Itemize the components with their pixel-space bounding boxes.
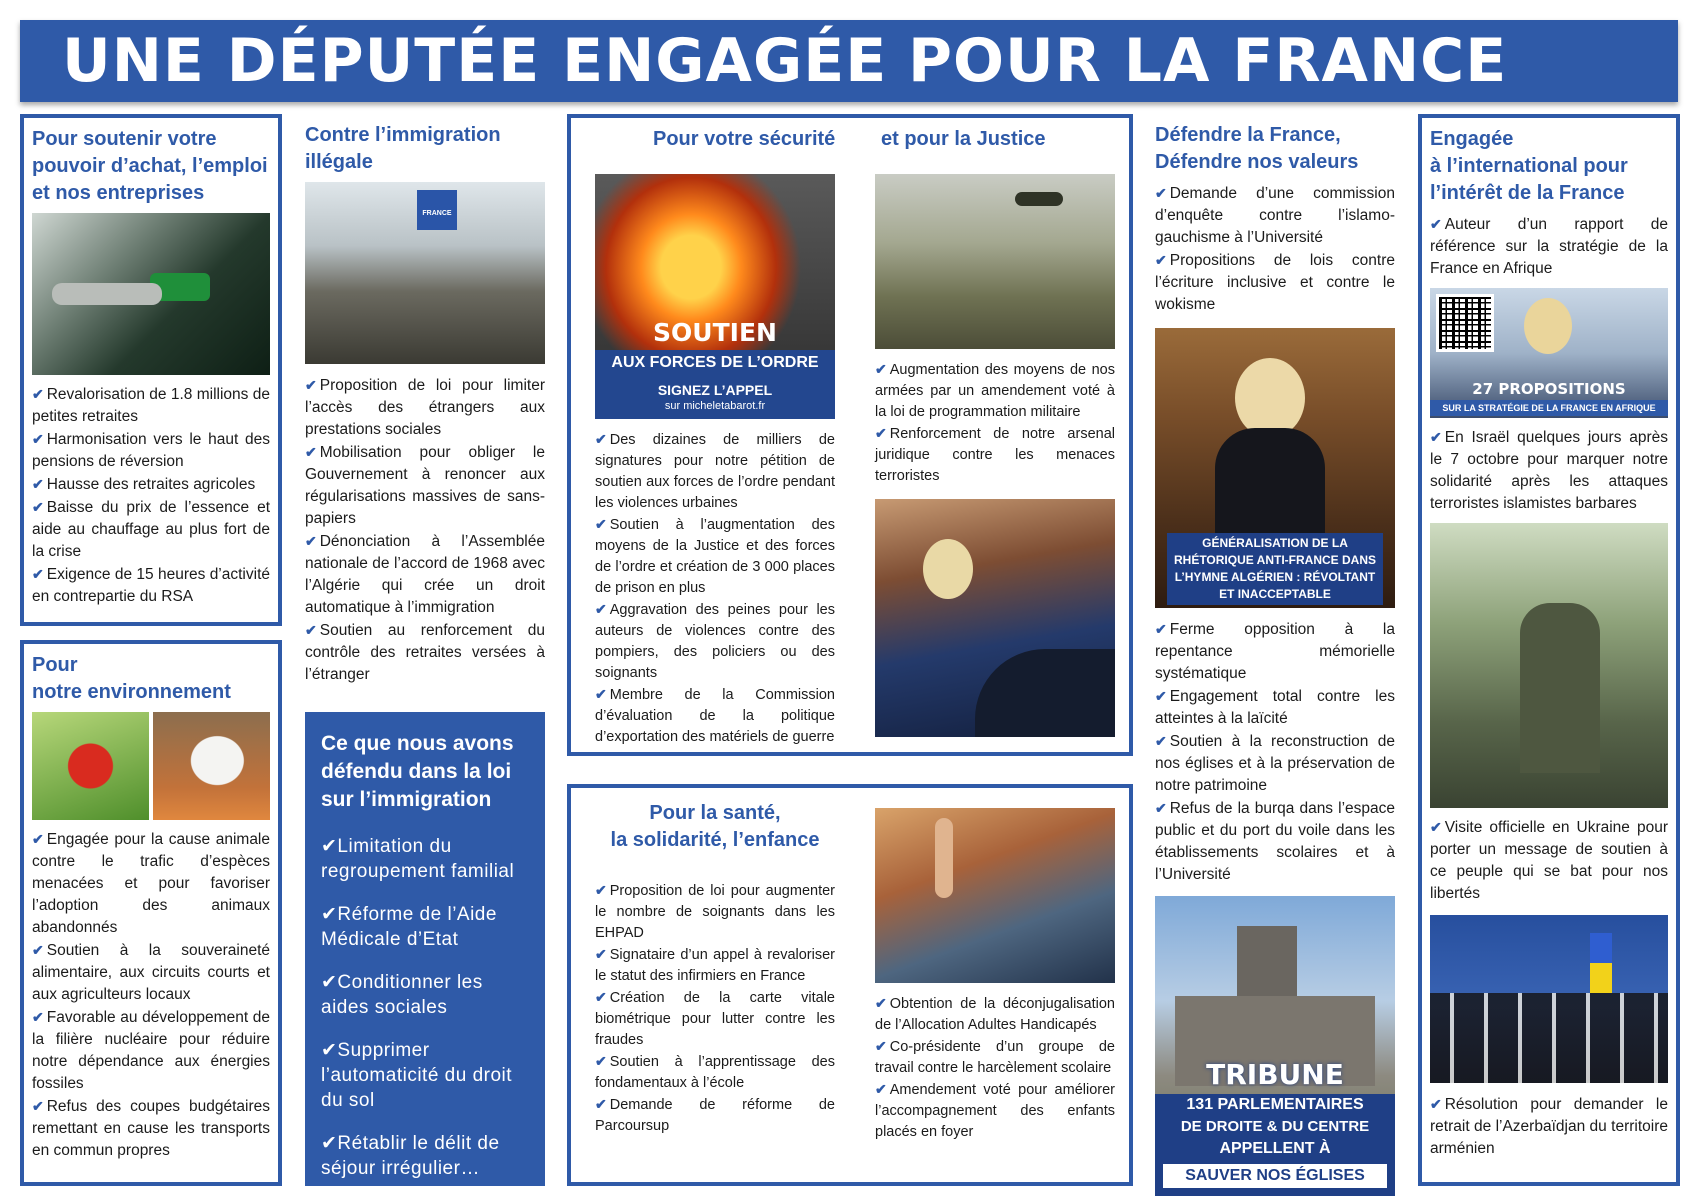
photo-migrants-border — [305, 182, 545, 364]
pouvoir-list — [32, 383, 270, 608]
check-icon: ✔ — [32, 476, 44, 492]
check-icon: ✔ — [32, 499, 44, 515]
list-item: ✔ Revalorisation de 1.8 millions de petites retraites — [32, 386, 270, 425]
tribune-band — [1155, 1094, 1395, 1196]
check-icon: ✔ — [595, 989, 607, 1005]
person-shape — [1524, 298, 1572, 354]
photo-ceremony — [875, 499, 1115, 737]
list-item: ✔Rétablir le délit de séjour irrégulier… — [321, 1133, 500, 1179]
section-title: Pour soutenir votre pouvoir d’achat, l’emploi et nos entreprises — [32, 128, 268, 204]
photo-ukraine-visit — [1430, 915, 1668, 1083]
soldier-shape — [1520, 603, 1600, 773]
list-item: ✔Supprimer l’automaticité du droit du sol — [321, 1040, 513, 1111]
international-list-1 — [1430, 213, 1668, 280]
section-pouvoir-achat — [20, 114, 282, 626]
list-item: ✔ Des dizaines de milliers de signatures pour notre pétition de soutien aux forces de l’ordre pendant les violences urbaines — [595, 431, 835, 511]
international-list-2 — [1430, 426, 1668, 515]
check-icon: ✔ — [595, 1096, 607, 1112]
section-title: Pour notre environnement — [32, 654, 231, 703]
list-item: ✔ Co-présidente d’un groupe de travail contre le harcèlement scolaire — [875, 1038, 1115, 1076]
check-icon: ✔ — [595, 431, 607, 447]
poster-line3: SIGNEZ L’APPEL — [657, 382, 773, 398]
tribune-line4: APPELLENT À — [1219, 1140, 1331, 1157]
check-icon: ✔ — [595, 1053, 607, 1069]
section-title: Pour la santé, la solidarité, l’enfance — [610, 802, 820, 851]
international-list-4 — [1430, 1093, 1668, 1160]
tribune-line2: 131 PARLEMENTAIRES — [1186, 1096, 1364, 1113]
check-icon: ✔ — [1155, 185, 1167, 201]
enfance-list — [875, 993, 1115, 1143]
box-loi-immigration — [305, 712, 545, 1186]
photo-church — [1155, 896, 1395, 1196]
check-icon: ✔ — [1430, 1096, 1442, 1112]
photo-assemblee — [1155, 328, 1395, 608]
list-item: ✔Conditionner les aides sociales — [321, 972, 483, 1018]
check-icon: ✔ — [32, 386, 44, 402]
photo-riot-fire — [595, 174, 835, 419]
list-item: ✔ Proposition de loi pour limiter l’accès des étrangers aux prestations sociales — [305, 377, 545, 438]
justice-list — [875, 359, 1115, 487]
list-item: ✔ Visite officielle en Ukraine pour porter un message de soutien à ce peuple qui se bat pour nos libertés — [1430, 819, 1668, 902]
list-item: ✔ Harmonisation vers le haut des pensions de réversion — [32, 431, 270, 470]
check-icon: ✔ — [32, 431, 44, 447]
raised-hand-shape — [935, 818, 953, 898]
list-item: ✔ Hausse des retraites agricoles — [32, 476, 256, 493]
check-icon: ✔ — [1430, 819, 1442, 835]
photo-dog — [153, 712, 270, 820]
securite-list — [595, 429, 835, 748]
police-cap-shape — [975, 649, 1115, 737]
check-icon: ✔ — [305, 377, 317, 393]
person-shape — [923, 539, 973, 599]
check-icon: ✔ — [321, 1040, 338, 1061]
poster-line1: SOUTIEN — [653, 318, 777, 347]
check-icon: ✔ — [32, 1009, 44, 1025]
photo-ladybug — [32, 712, 149, 820]
list-item: ✔ Renforcement de notre arsenal juridique contre les menaces terroristes — [875, 425, 1115, 484]
poster-line4: sur micheletabarot.fr — [664, 400, 766, 412]
list-item: ✔ En Israël quelques jours après le 7 octobre pour marquer notre solidarité après les attaques terroristes islamistes barbares — [1430, 429, 1668, 512]
check-icon: ✔ — [875, 425, 887, 441]
person-shape — [1235, 358, 1305, 438]
check-icon: ✔ — [1155, 621, 1167, 637]
photo-classroom — [875, 808, 1115, 983]
international-list-3 — [1430, 816, 1668, 905]
check-icon: ✔ — [595, 686, 607, 702]
list-item: ✔ Aggravation des peines pour les auteurs de violences contre des pompiers, des policiers ou des soignants — [595, 601, 835, 681]
check-icon: ✔ — [875, 1038, 887, 1054]
list-item: ✔ Résolution pour demander le retrait de l’Azerbaïdjan du territoire arménien — [1430, 1096, 1668, 1157]
header-banner — [20, 20, 1678, 102]
list-item: ✔ Refus de la burqa dans l’espace public et du port du voile dans les établissements scolaires et à l’Université — [1155, 800, 1395, 883]
check-icon: ✔ — [32, 942, 44, 958]
banner-title-left: UNE DÉPUTÉE ENGAGÉE — [62, 26, 888, 96]
environnement-list — [32, 828, 270, 1162]
list-item: ✔ Engagement total contre les atteintes à la laïcité — [1155, 688, 1395, 727]
list-item: ✔ Création de la carte vitale biométrique pour lutter contre les fraudes — [595, 989, 835, 1048]
section-valeurs — [1155, 122, 1395, 1196]
poster-line2: AUX FORCES DE L’ORDRE — [611, 354, 819, 371]
ukraine-flag-shape — [1590, 933, 1612, 993]
check-icon: ✔ — [32, 566, 44, 582]
rapport-subtitle: SUR LA STRATÉGIE DE LA FRANCE EN AFRIQUE — [1430, 400, 1668, 416]
check-icon: ✔ — [321, 904, 338, 925]
check-icon: ✔ — [305, 444, 317, 460]
valeurs-list-top — [1155, 182, 1395, 316]
list-item: ✔ Membre de la Commission d’évaluation de la politique d’exportation des matériels de guerre — [595, 686, 835, 745]
poster-band — [595, 350, 835, 419]
list-item: ✔ Augmentation des moyens de nos armées par un amendement voté à la loi de programmation militaire — [875, 361, 1115, 420]
list-item: ✔ Demande d’une commission d’enquête contre l’islamo-gauchisme à l’Université — [1155, 185, 1395, 246]
check-icon: ✔ — [1155, 733, 1167, 749]
tribune-line5: SAUVER NOS ÉGLISES — [1163, 1164, 1387, 1188]
list-item: ✔ Exigence de 15 heures d’activité en contrepartie du RSA — [32, 566, 270, 605]
section-immigration — [305, 122, 545, 686]
list-item: ✔ Refus des coupes budgétaires remettant en cause les transports en commun propres — [32, 1098, 270, 1159]
list-item: ✔Réforme de l’Aide Médicale d’Etat — [321, 904, 497, 950]
check-icon: ✔ — [305, 533, 317, 549]
section-title: Contre l’immigration illégale — [305, 124, 501, 173]
list-item: ✔Limitation du regroupement familial — [321, 836, 515, 882]
list-item: ✔ Soutien à la reconstruction de nos églises et à la préservation de notre patrimoine — [1155, 733, 1395, 794]
list-item: ✔ Soutien au renforcement du contrôle des retraites versées à l’étranger — [305, 622, 545, 683]
list-item: ✔ Soutien à la souveraineté alimentaire, aux circuits courts et aux agriculteurs locaux — [32, 942, 270, 1003]
list-item: ✔ Soutien à l’apprentissage des fondamentaux à l’école — [595, 1053, 835, 1091]
check-icon: ✔ — [875, 1081, 887, 1097]
check-icon: ✔ — [32, 1098, 44, 1114]
photo-rapport-afrique — [1430, 288, 1668, 418]
environment-photos — [32, 712, 270, 820]
check-icon: ✔ — [875, 361, 887, 377]
person-body-shape — [1215, 428, 1325, 538]
check-icon: ✔ — [1155, 800, 1167, 816]
list-item: ✔ Mobilisation pour obliger le Gouvernement à renoncer aux régularisations massives de sans-papiers — [305, 444, 545, 527]
tribune-title: TRIBUNE — [1206, 1058, 1344, 1091]
list-item: ✔ Signataire d’un appel à revaloriser le statut des infirmiers en France — [595, 946, 835, 984]
list-item: ✔ Propositions de lois contre l’écriture inclusive et contre le wokisme — [1155, 252, 1395, 313]
box-title: Ce que nous avons défendu dans la loi sur l’immigration — [321, 732, 514, 811]
section-securite-justice — [567, 114, 1133, 756]
photo-fuel-pump — [32, 213, 270, 375]
list-item: ✔ Amendement voté pour améliorer l’accompagnement des enfants placés en foyer — [875, 1081, 1115, 1140]
list-item: ✔ Baisse du prix de l’essence et aide au chauffage au plus fort de la crise — [32, 499, 270, 560]
list-item: ✔ Proposition de loi pour augmenter le nombre de soignants dans les EHPAD — [595, 882, 835, 941]
list-item: ✔ Soutien à l’augmentation des moyens de la Justice et des forces de l’ordre et création de 3 000 places de prison en plus — [595, 516, 835, 596]
photo-caption: GÉNÉRALISATION DE LA RHÉTORIQUE ANTI-FRANCE DANS L’HYMNE ALGÉRIEN : RÉVOLTANT ET INACCEPTABLE — [1167, 533, 1383, 605]
section-title: Défendre la France, Défendre nos valeurs — [1155, 124, 1359, 173]
group-shape — [1430, 993, 1668, 1083]
section-international — [1418, 114, 1680, 1186]
check-icon: ✔ — [1430, 216, 1442, 232]
immigration-list — [305, 374, 545, 686]
check-icon: ✔ — [595, 882, 607, 898]
list-item: ✔ Demande de réforme de Parcoursup — [595, 1096, 835, 1134]
qr-code-icon — [1436, 294, 1494, 352]
list-item: ✔ Engagée pour la cause animale contre le trafic d’espèces menacées et pour favoriser l’adoption des animaux abandonnés — [32, 831, 270, 936]
tribune-line3: DE DROITE & DU CENTRE — [1180, 1118, 1370, 1135]
check-icon: ✔ — [321, 1133, 338, 1154]
section-title-justice: et pour la Justice — [881, 128, 1046, 150]
check-icon: ✔ — [321, 836, 338, 857]
section-sante — [567, 784, 1133, 1186]
section-title: Engagée à l’international pour l’intérêt de la France — [1430, 128, 1628, 204]
photo-soldiers-helicopter — [875, 174, 1115, 349]
section-title-securite: Pour votre sécurité — [653, 128, 836, 150]
check-icon: ✔ — [1430, 429, 1442, 445]
check-icon: ✔ — [595, 516, 607, 532]
eu-sign — [417, 190, 457, 230]
check-icon: ✔ — [32, 831, 44, 847]
list-item: ✔ Ferme opposition à la repentance mémorielle systématique — [1155, 621, 1395, 682]
check-icon: ✔ — [595, 601, 607, 617]
list-item: ✔ Obtention de la déconjugalisation de l’Allocation Adultes Handicapés — [875, 995, 1115, 1033]
check-icon: ✔ — [1155, 688, 1167, 704]
list-item: ✔ Favorable au développement de la filière nucléaire pour réduire notre dépendance aux énergies fossiles — [32, 1009, 270, 1092]
check-icon: ✔ — [595, 946, 607, 962]
list-item: ✔ Auteur d’un rapport de référence sur la stratégie de la France en Afrique — [1430, 216, 1668, 277]
helicopter-shape — [1015, 192, 1063, 206]
sign-text: FRANCE — [422, 210, 452, 217]
rapport-title: 27 PROPOSITIONS — [1472, 380, 1626, 398]
check-icon: ✔ — [875, 995, 887, 1011]
check-icon: ✔ — [305, 622, 317, 638]
sante-list — [595, 880, 835, 1137]
section-environnement — [20, 640, 282, 1186]
check-icon: ✔ — [1155, 252, 1167, 268]
check-icon: ✔ — [321, 972, 338, 993]
photo-israel-visit — [1430, 523, 1668, 808]
valeurs-list-bottom — [1155, 618, 1395, 886]
banner-title-right: POUR LA FRANCE — [908, 26, 1508, 96]
list-item: ✔ Dénonciation à l’Assemblée nationale de l’accord de 1968 avec l’Algérie qui crée un droit automatique à l’immigration — [305, 533, 545, 616]
nozzle-pipe — [52, 283, 162, 305]
